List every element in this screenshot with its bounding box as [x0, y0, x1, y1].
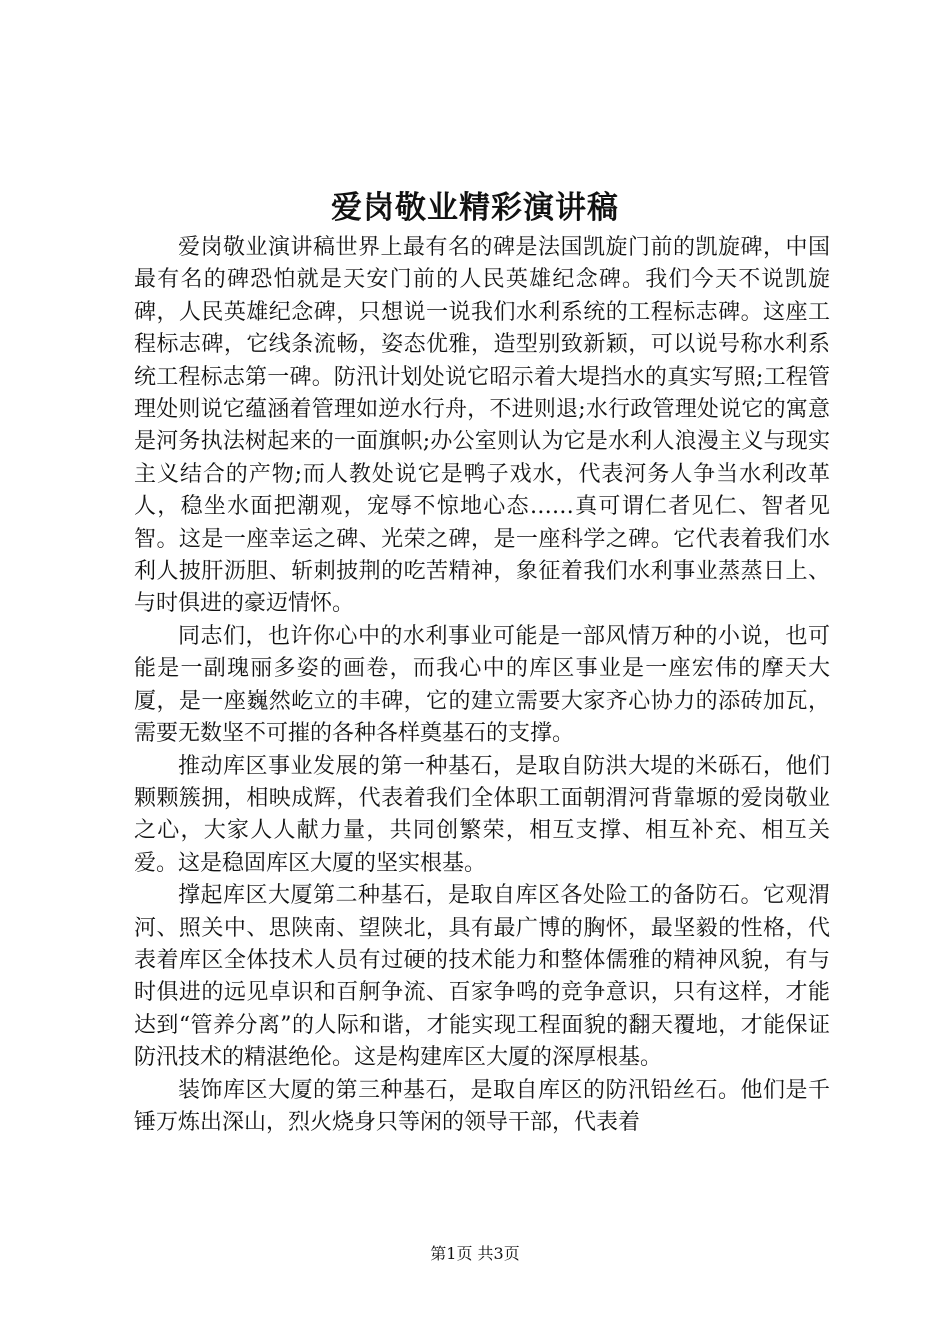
paragraph-1: 爱岗敬业演讲稿世界上最有名的碑是法国凯旋门前的凯旋碑，中国最有名的碑恐怕就是天安门前的人民英雄纪念碑。我们今天不说凯旋碑，人民英雄纪念碑，只想说一说我们水利系统的工程标志碑。这座工程标志碑，它线条流畅，姿态优雅，造型别致新颖，可以说号称水利系统工程标志第一碑。防汛计划处说它昭示着大堤挡水的真实写照;工程管理处则说它蕴涵着管理如逆水行舟，不进则退;水行政管理处说它的寓意是河务执法树起来的一面旗帜;办公室则认为它是水利人浪漫主义与现实主义结合的产物;而人教处说它是鸭子戏水，代表河务人争当水利改革人，稳坐水面把潮观，宠辱不惊地心态……真可谓仁者见仁、智者见智。这是一座幸运之碑、光荣之碑，是一座科学之碑。它代表着我们水利人披肝沥胆、斩刺披荆的吃苦精神，象征着我们水利事业蒸蒸日上、与时俱进的豪迈情怀。 — [134, 235, 830, 617]
paragraph-5: 装饰库区大厦的第三种基石，是取自库区的防汛铅丝石。他们是千锤万炼出深山，烈火烧身只等闲的领导干部，代表着 — [134, 1077, 830, 1135]
page-number-footer: 第1页 共3页 — [430, 1244, 520, 1263]
document-body — [134, 232, 830, 1139]
paragraph-2: 同志们，也许你心中的水利事业可能是一部风情万种的小说，也可能是一副瑰丽多姿的画卷，而我心中的库区事业是一座宏伟的摩天大厦，是一座巍然屹立的丰碑，它的建立需要大家齐心协力的添砖加瓦，需要无数坚不可摧的各种各样奠基石的支撑。 — [134, 623, 830, 747]
document-title: 爱岗敬业精彩演讲稿 — [331, 190, 619, 226]
paragraph-4: 撑起库区大厦第二种基石，是取自库区各处险工的备防石。它观渭河、照关中、思陕南、望陕北，具有最广博的胸怀，最坚毅的性格，代表着库区全体技术人员有过硬的技术能力和整体儒雅的精神风貌，有与时俱进的远见卓识和百舸争流、百家争鸣的竞争意识，只有这样，才能达到“管养分离”的人际和谐，才能实现工程面貌的翻天覆地，才能保证防汛技术的精湛绝伦。这是构建库区大厦的深厚根基。 — [134, 883, 830, 1071]
paragraph-3: 推动库区事业发展的第一种基石，是取自防洪大堤的米砾石，他们颗颗簇拥，相映成辉，代表着我们全体职工面朝渭河背靠塬的爱岗敬业之心，大家人人献力量，共同创繁荣，相互支撑、相互补充、相互关爱。这是稳固库区大厦的坚实根基。 — [134, 753, 830, 876]
